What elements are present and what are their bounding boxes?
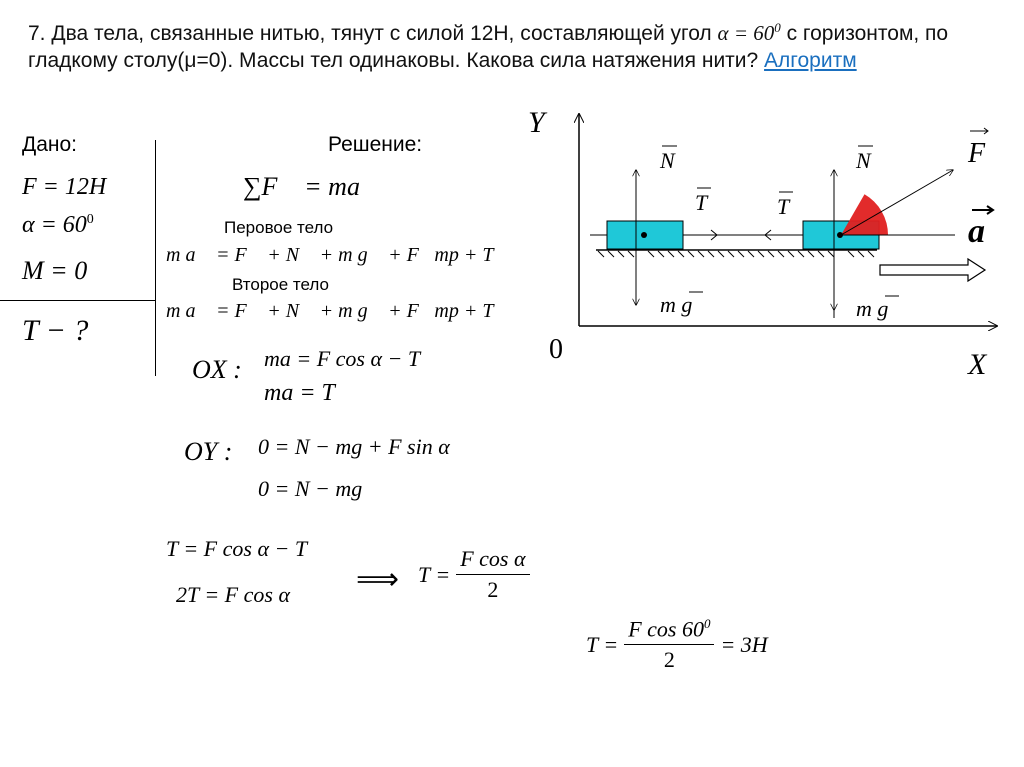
given-friction-text: M = 0 (22, 256, 88, 285)
final-numerator-text: F cos 60 (628, 616, 704, 642)
y-axis-label: Y (528, 106, 545, 139)
problem-text-2: с горизонтом, по гладкому столу(μ=0). Массы тел одинаковы. Какова сила натяжения нити? (28, 22, 949, 72)
result-fraction (456, 546, 529, 603)
implies-arrow: ⟹ (356, 563, 400, 596)
ox-equation-2 (264, 380, 335, 407)
label-N-2 (855, 146, 873, 173)
block2-center-dot (837, 232, 843, 238)
final-numerator (624, 616, 714, 645)
svg-text:N: N (660, 148, 675, 173)
body2-equation-text: m a⃗ = F⃗ + N⃗ + m g⃗ + F⃗тр + T⃗ (166, 300, 510, 322)
ox-equation-1 (264, 346, 420, 372)
body2-label: Второе тело (232, 275, 329, 294)
given-force (22, 174, 106, 201)
problem-angle-value: α = 60 (717, 21, 775, 45)
ox-label (192, 355, 242, 385)
ox-equation-2-text: ma = T (264, 380, 335, 406)
final-fraction (624, 616, 714, 673)
oy-label-text: OY : (184, 437, 233, 466)
oy-equation-1-text: 0 = N − mg + F sin α (258, 434, 450, 459)
oy-equation-1 (258, 434, 450, 460)
svg-text:F: F (968, 138, 986, 169)
result-lhs: T = (418, 561, 451, 587)
given-friction (22, 256, 87, 286)
body1-equation (166, 244, 509, 267)
label-a (968, 206, 993, 250)
given-header: Дано: (22, 133, 78, 156)
final-degree: 0 (703, 616, 711, 631)
final-rhs: = 3H (720, 631, 768, 657)
given-angle (22, 212, 94, 239)
given-angle-text: α = 60 (22, 212, 87, 238)
block1-center-dot (641, 232, 647, 238)
final-formula (586, 616, 768, 673)
label-T-2 (777, 192, 793, 219)
label-mg-1 (660, 292, 703, 317)
svg-text:T: T (777, 194, 790, 219)
final-denominator: 2 (663, 647, 675, 673)
label-N-1 (659, 146, 677, 173)
label-T-1 (695, 188, 711, 215)
force-F-arrow (841, 170, 953, 235)
label-mg-2 (856, 296, 899, 321)
body2-equation (166, 300, 509, 323)
find-tension (22, 314, 88, 348)
problem-statement (28, 14, 1018, 74)
result-denominator: 2 (487, 577, 499, 602)
problem-text-1: 7. Два тела, связанные нитью, тянут с силой 12Н, составляющей угол (28, 22, 712, 45)
given-force-text: F = 12H (22, 174, 107, 200)
equation-b-text: 2T = F cos α (176, 582, 290, 607)
body1-label: Перовое тело (224, 218, 334, 237)
table-hatching (598, 251, 874, 257)
ox-equation-1-text: ma = F cos α − T (264, 346, 421, 371)
given-divider-horizontal (0, 300, 156, 301)
given-angle-degree: 0 (86, 212, 94, 227)
result-formula (418, 546, 530, 603)
sum-equation-text: ∑F⃗ = ma⃗ (243, 172, 381, 201)
problem-angle (718, 21, 781, 45)
oy-label (184, 437, 232, 467)
svg-text:T: T (695, 190, 708, 215)
given-divider-vertical (155, 140, 156, 376)
sum-equation (243, 172, 380, 202)
force-diagram (520, 100, 1020, 390)
oy-equation-2 (258, 476, 362, 502)
result-numerator: F cos α (456, 546, 529, 575)
equation-a-text: T = F cos α − T (166, 536, 308, 561)
final-lhs: T = (586, 631, 619, 657)
algorithm-link[interactable]: Алгоритм (764, 49, 857, 72)
svg-text:a: a (968, 213, 985, 250)
ox-label-text: OX : (192, 355, 242, 384)
x-axis-label: X (968, 348, 987, 381)
find-tension-text: T − ? (22, 314, 89, 347)
angle-wedge (841, 194, 888, 235)
solution-header: Решение: (328, 133, 423, 156)
body1-equation-text: m a⃗ = F⃗ + N⃗ + m g⃗ + F⃗тр + T⃗ (166, 244, 510, 266)
equation-b (176, 582, 290, 608)
oy-equation-2-text: 0 = N − mg (258, 476, 363, 501)
label-F (967, 128, 988, 169)
acceleration-arrow (880, 259, 985, 281)
origin-label: 0 (549, 334, 563, 365)
svg-text:N: N (856, 148, 871, 173)
svg-text:m g: m g (856, 296, 889, 321)
svg-text:m g: m g (660, 292, 693, 317)
equation-a (166, 536, 307, 562)
problem-angle-degree: 0 (774, 20, 781, 35)
